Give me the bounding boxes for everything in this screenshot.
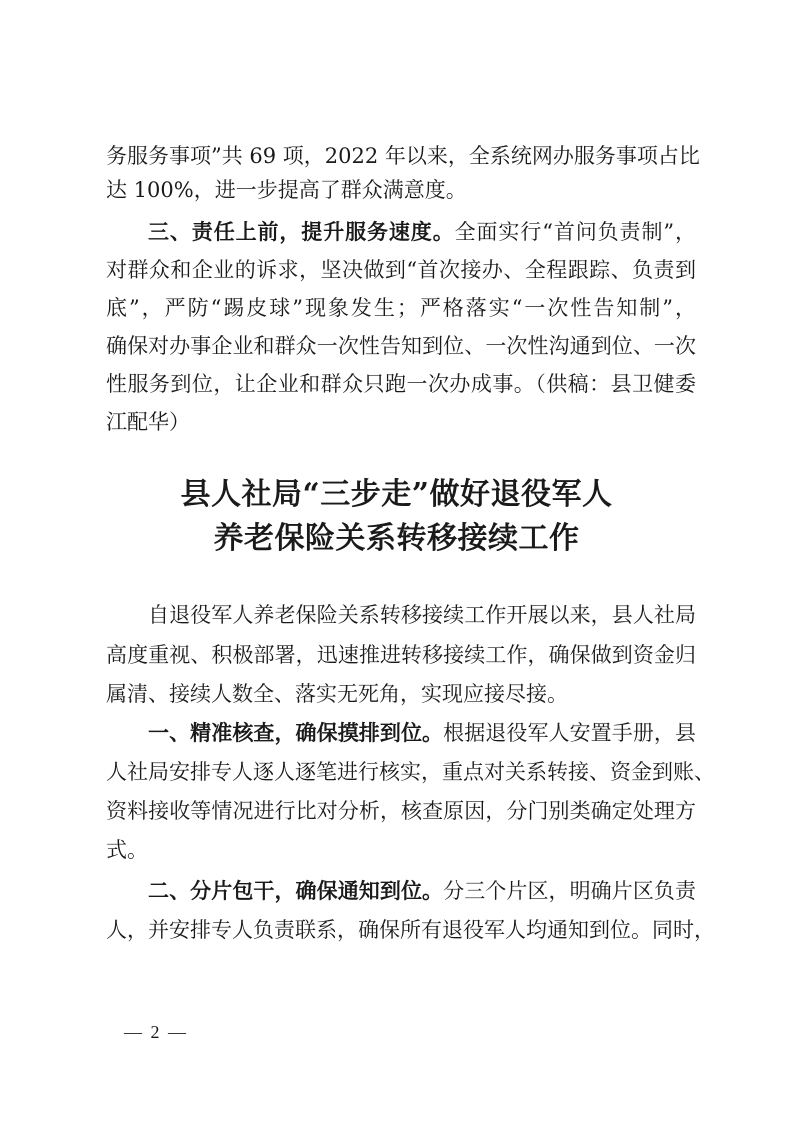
paragraph-line: 务服务事项”共 69 项，2022 年以来，全系统网办服务事项占比: [106, 144, 700, 168]
paragraph-line: 人社局安排专人逐人逐笔进行核实，重点对关系转接、资金到账、: [106, 760, 715, 784]
paragraph-line: 人，并安排专人负责联系，确保所有退役军人均通知到位。同时，: [106, 918, 715, 942]
section-2-first-line: [148, 881, 696, 902]
paragraph-line: 式。: [106, 838, 148, 862]
section-3-first-line: [148, 222, 696, 243]
paragraph-line: 江配华）: [106, 410, 190, 434]
article-title-line-2: 养老保险关系转移接续工作: [213, 521, 580, 556]
paragraph-line: 达 100%，进一步提高了群众满意度。: [106, 178, 467, 202]
intro-first-line: 自退役军人养老保险关系转移接续工作开展以来，县人社局: [148, 603, 696, 627]
section-1-text: 根据退役军人安置手册，县: [443, 721, 697, 745]
paragraph-line: 属清、接续人数全、落实无死角，实现应接尽接。: [106, 682, 568, 706]
article-title-line-1: 县人社局“三步走”做好退役军人: [180, 477, 613, 512]
paragraph-line: 确保对办事企业和群众一次性告知到位、一次性沟通到位、一次: [106, 334, 696, 358]
section-3-text: 全面实行“首问负责制”，: [454, 220, 696, 244]
section-1-first-line: [148, 723, 696, 744]
paragraph-line: 对群众和企业的诉求，坚决做到“首次接办、全程跟踪、负责到: [106, 258, 696, 282]
page-number: — 2 —: [124, 1022, 188, 1042]
paragraph-line: 性服务到位，让企业和群众只跑一次办成事。（供稿：县卫健委: [106, 372, 696, 396]
paragraph-line: 底”，严防“踢皮球”现象发生；严格落实“一次性告知制”，: [106, 296, 696, 320]
section-3-heading: 三、责任上前，提升服务速度。: [148, 220, 455, 244]
section-2-heading: 二、分片包干，确保通知到位。: [148, 879, 444, 903]
section-2-text: 分三个片区，明确片区负责: [443, 879, 697, 903]
paragraph-line: 高度重视、积极部署，迅速推进转移接续工作，确保做到资金归: [106, 643, 696, 667]
section-1-heading: 一、精准核查，确保摸排到位。: [148, 721, 444, 745]
paragraph-line: 资料接收等情况进行比对分析，核查原因，分门别类确定处理方: [106, 799, 696, 823]
